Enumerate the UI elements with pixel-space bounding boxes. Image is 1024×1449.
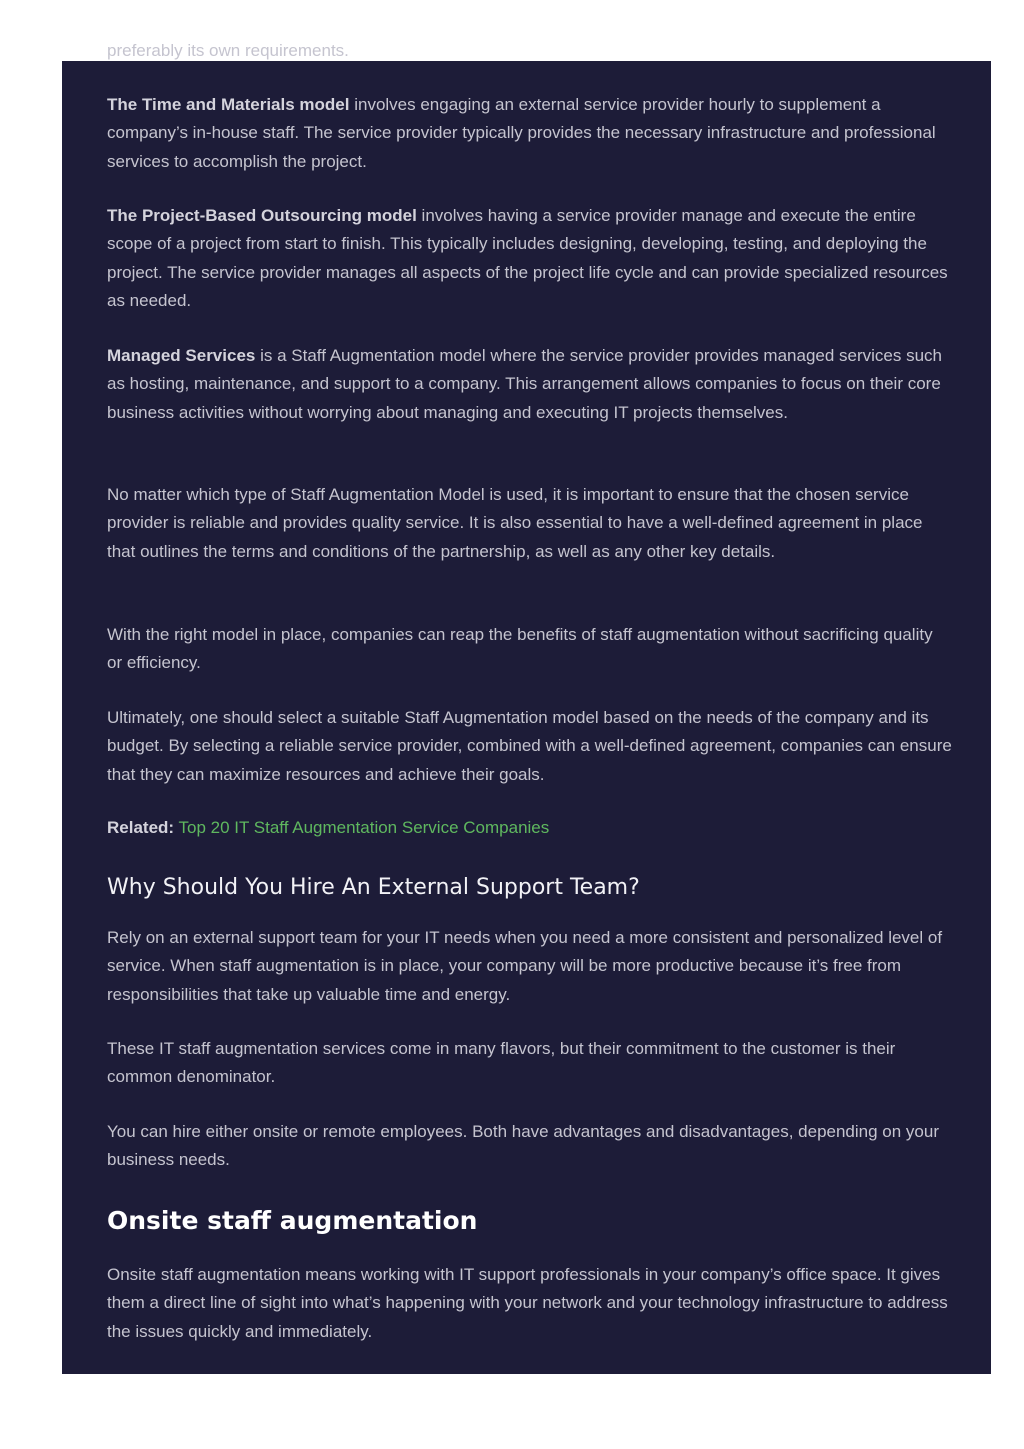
paragraph-managed-services	[107, 342, 952, 427]
paragraph-ultimately: Ultimately, one should select a suitable Staff Augmentation model based on the needs of the company and its budget. By selecting a reliable service provider, combined with a well-defined agreement, companies can ensure that they can maximize resources and achieve their goals.	[107, 708, 952, 784]
term-managed-services: Managed Services	[107, 346, 256, 365]
paragraph-text: is a Staff Augmentation model where the service provider provides managed services such as hosting, maintenance, and support to a company. This arrangement allows companies to focus on their core business activities without worrying about managing and executing IT projects themselves.	[107, 346, 943, 422]
paragraph-flavors: These IT staff augmentation services come in many flavors, but their commitment to the customer is their common denominator.	[107, 1039, 896, 1087]
paragraph-hire: You can hire either onsite or remote employees. Both have advantages and disadvantages, depending on your business needs.	[107, 1122, 939, 1170]
paragraph-rely: Rely on an external support team for your IT needs when you need a more consistent and personalized level of service. When staff augmentation is in place, your company will be more productive because it’s free from responsibilities that take up valuable time and energy.	[107, 928, 943, 1004]
paragraph-no-matter: No matter which type of Staff Augmentation Model is used, it is important to ensure that the chosen service provider is reliable and provides quality service. It is also essential to have a well-defined agreement in place that outlines the terms and conditions of the partnership, as well as any other key details.	[107, 485, 923, 561]
related-link[interactable]: Top 20 IT Staff Augmentation Service Companies	[178, 818, 550, 837]
cut-off-text-line: preferably its own requirements.	[107, 41, 349, 60]
article-panel	[62, 41, 991, 1374]
paragraph-text: involves engaging an external service provider hourly to supplement a company’s in-house staff. The service provider typically provides the necessary infrastructure and professional services to accomplish the project.	[107, 95, 936, 171]
paragraph-right-model: With the right model in place, companies can reap the benefits of staff augmentation without sacrificing quality or efficiency.	[107, 625, 933, 673]
paragraph-onsite: Onsite staff augmentation means working with IT support professionals in your company’s office space. It gives them a direct line of sight into what’s happening with your network and your technology infrastructure to address the issues quickly and immediately.	[107, 1265, 948, 1341]
term-time-materials: The Time and Materials model	[107, 95, 350, 114]
paragraph-text: involves having a service provider manage and execute the entire scope of a project from start to finish. This typically includes designing, developing, testing, and deploying the project. The service provider manages all aspects of the project life cycle and can provide specialized resources as needed.	[107, 206, 948, 310]
paragraph-project-based	[107, 202, 952, 315]
heading-why-external-team: Why Should You Hire An External Support Team?	[107, 875, 640, 900]
heading-onsite: Onsite staff augmentation	[107, 1206, 478, 1235]
related-label: Related:	[107, 818, 175, 837]
related-line	[107, 814, 952, 842]
term-project-based: The Project-Based Outsourcing model	[107, 206, 417, 225]
paragraph-time-materials	[107, 91, 952, 176]
